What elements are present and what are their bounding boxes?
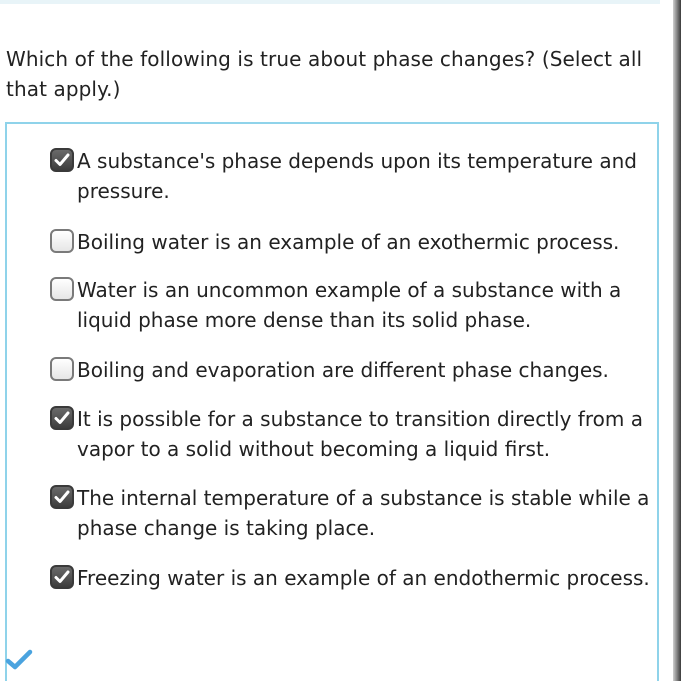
option-3-label: Water is an uncommon example of a substance with a liquid phase more dense than its solid phase. [77,278,622,332]
scrollbar-edge[interactable] [673,0,681,681]
option-4-label: Boiling and evaporation are different phase changes. [77,358,609,382]
top-divider [0,0,660,4]
option-7-checkbox[interactable] [50,565,74,589]
option-5-checkbox[interactable] [50,406,74,430]
check-mark-icon [53,488,71,506]
option-6-label: The internal temperature of a substance is stable while a phase change is taking place. [77,486,650,540]
check-mark-icon [53,151,71,169]
option-2-label: Boiling water is an example of an exothermic process. [77,230,620,254]
option-1-label: A substance's phase depends upon its temperature and pressure. [77,149,637,203]
answer-options-box [5,122,659,681]
submitted-check-icon [4,648,34,672]
option-4-checkbox[interactable] [50,357,74,381]
option-5-label: It is possible for a substance to transition directly from a vapor to a solid without becoming a liquid first. [77,407,643,461]
check-mark-icon [53,568,71,586]
option-1-checkbox[interactable] [50,148,74,172]
option-3-checkbox[interactable] [50,277,74,301]
option-2-checkbox[interactable] [50,229,74,253]
option-7-label: Freezing water is an example of an endothermic process. [77,566,650,590]
check-mark-icon [53,409,71,427]
option-6-checkbox[interactable] [50,485,74,509]
question-text: Which of the following is true about phase changes? (Select all that apply.) [6,47,643,101]
